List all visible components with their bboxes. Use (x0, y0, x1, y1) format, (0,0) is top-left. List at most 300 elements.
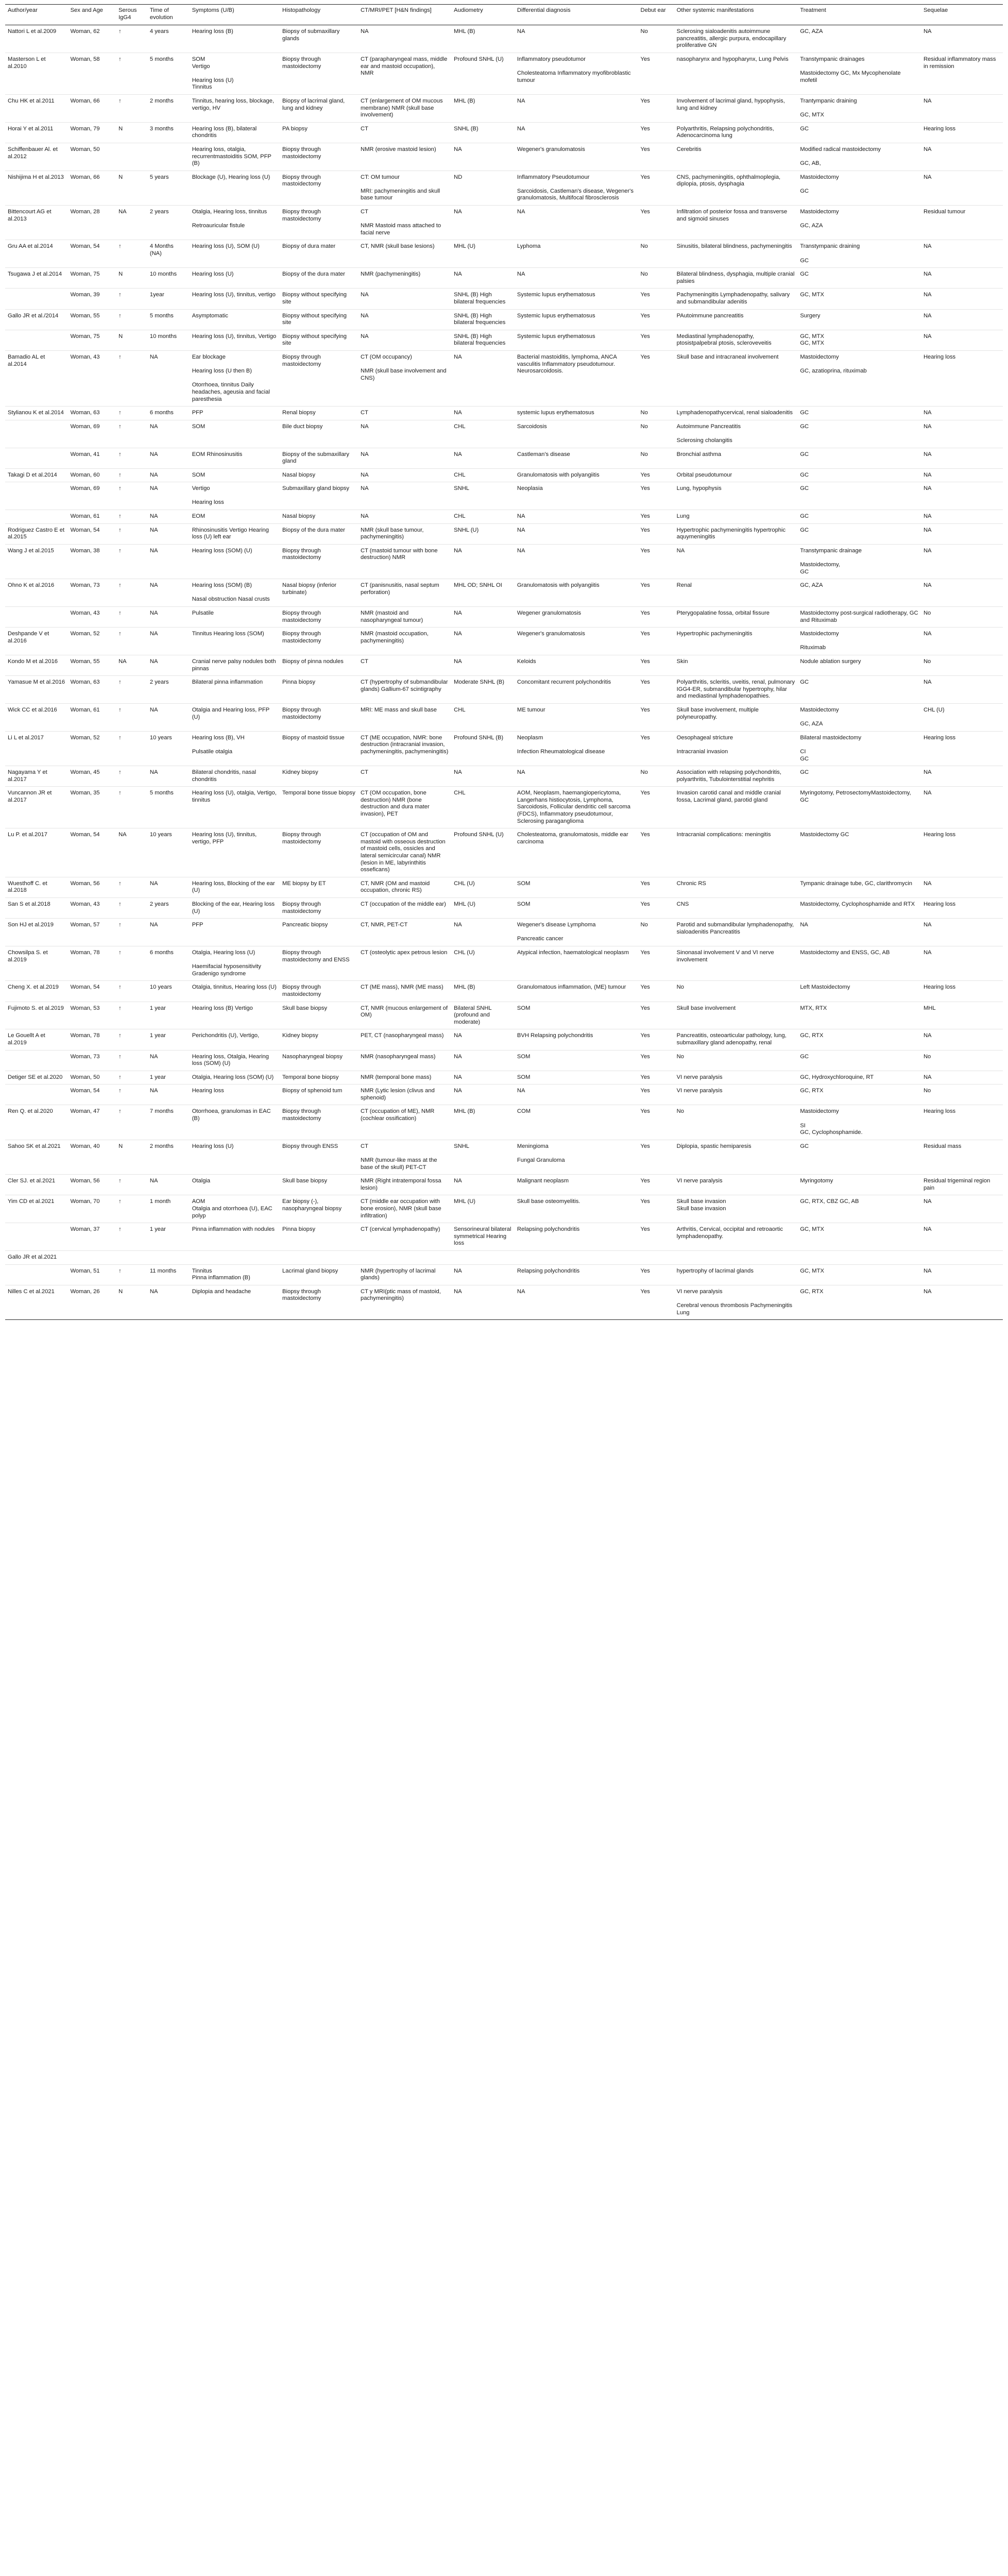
table-row (5, 1250, 1003, 1264)
cell-debut-ear: Yes (638, 350, 674, 406)
cell-time-evolution: 5 months (147, 309, 190, 330)
cell-serous-igg4: ↑ (116, 676, 147, 704)
cell-author-year: Masterson L et al.2010 (5, 53, 68, 94)
cell-differential-diagnosis: NA (515, 523, 638, 544)
cell-debut-ear: No (638, 448, 674, 468)
cell-systemic-manifestations: Involvement of lacrimal gland, hypophysis, lung and kidney (674, 94, 798, 122)
cell-serous-igg4: NA (116, 655, 147, 675)
cell-imaging: NMR (nasopharyngeal mass) (358, 1050, 451, 1071)
cell-audiometry: SNHL (B) High bilateral frequencies (451, 330, 515, 350)
cell-debut-ear: Yes (638, 731, 674, 766)
col-sequelae: Sequelae (921, 5, 1003, 25)
cell-imaging: NA (358, 25, 451, 53)
cell-imaging: CT (358, 655, 451, 675)
cell-time-evolution: 1year (147, 289, 190, 309)
cell-audiometry: CHL (451, 510, 515, 524)
cell-audiometry: SNHL (451, 1140, 515, 1174)
cell-histopathology: Biopsy through mastoidectomy (280, 350, 358, 406)
cell-differential-diagnosis: COM (515, 1105, 638, 1140)
cell-debut-ear: Yes (638, 544, 674, 579)
cell-author-year: Gallo JR et al.2021 (5, 1250, 68, 1264)
cell-author-year: Detiger SE et al.2020 (5, 1071, 68, 1084)
cell-differential-diagnosis (515, 1250, 638, 1264)
cell-treatment: Mastoidectomy GC (797, 828, 921, 877)
cell-sequelae: NA (921, 1264, 1003, 1285)
cell-sequelae: NA (921, 448, 1003, 468)
col-symptoms: Symptoms (U/B) (190, 5, 280, 25)
cell-sequelae: Residual inflammatory mass in remission (921, 53, 1003, 94)
table-row (5, 1071, 1003, 1084)
cell-symptoms: Hearing loss (U) (190, 268, 280, 289)
cell-sex-age: Woman, 52 (68, 731, 116, 766)
cell-differential-diagnosis: Keloids (515, 655, 638, 675)
cell-treatment: Mastoidectomy and ENSS, GC, AB (797, 946, 921, 980)
cell-treatment: Myringotomy (797, 1175, 921, 1195)
cell-author-year: Yamasue M et al.2016 (5, 676, 68, 704)
cell-time-evolution: NA (147, 877, 190, 897)
cell-treatment: GC, AZA (797, 25, 921, 53)
cell-systemic-manifestations: CNS, pachymeningitis, ophthalmoplegia, diplopia, ptosis, dysphagia (674, 171, 798, 205)
cell-serous-igg4: NA (116, 206, 147, 240)
cell-author-year (5, 448, 68, 468)
cell-treatment: GC (797, 420, 921, 448)
cell-symptoms: Perichondritis (U), Vertigo, (190, 1029, 280, 1050)
cell-serous-igg4: ↑ (116, 731, 147, 766)
cell-author-year (5, 330, 68, 350)
cell-author-year: Nishijima H et al.2013 (5, 171, 68, 205)
cell-time-evolution: NA (147, 1050, 190, 1071)
cell-audiometry: SNHL (U) (451, 523, 515, 544)
cell-systemic-manifestations: No (674, 1105, 798, 1140)
cell-audiometry: Profound SNHL (U) (451, 828, 515, 877)
cell-serous-igg4: ↑ (116, 1175, 147, 1195)
cell-time-evolution: NA (147, 766, 190, 787)
col-histopathology: Histopathology (280, 5, 358, 25)
cell-differential-diagnosis: SOM (515, 1071, 638, 1084)
col-treatment: Treatment (797, 5, 921, 25)
cell-differential-diagnosis: Atypical infection, haematological neoplasm (515, 946, 638, 980)
cell-debut-ear: No (638, 25, 674, 53)
table-row (5, 1264, 1003, 1285)
cell-author-year (5, 1223, 68, 1251)
cell-histopathology: Biopsy through ENSS (280, 1140, 358, 1174)
cell-audiometry: MHL (B) (451, 94, 515, 122)
table-row (5, 350, 1003, 406)
cell-sex-age: Woman, 50 (68, 143, 116, 171)
cell-treatment: GC (797, 406, 921, 420)
cell-systemic-manifestations: Pancreatitis, osteoarticular pathology, lung, submaxillary gland adenopathy, renal (674, 1029, 798, 1050)
table-row (5, 468, 1003, 482)
cell-serous-igg4: ↑ (116, 1223, 147, 1251)
cell-differential-diagnosis: SOM (515, 1050, 638, 1071)
cell-sequelae: NA (921, 420, 1003, 448)
cell-serous-igg4: ↑ (116, 628, 147, 655)
cell-audiometry: NA (451, 1050, 515, 1071)
cell-author-year: Sahoo SK et al.2021 (5, 1140, 68, 1174)
cell-serous-igg4: ↑ (116, 309, 147, 330)
cell-time-evolution: 2 years (147, 898, 190, 919)
cell-systemic-manifestations: Cerebritis (674, 143, 798, 171)
cell-author-year: Lu P. et al.2017 (5, 828, 68, 877)
cell-debut-ear: Yes (638, 1264, 674, 1285)
cell-sex-age: Woman, 54 (68, 828, 116, 877)
cell-serous-igg4: ↑ (116, 1050, 147, 1071)
table-row (5, 309, 1003, 330)
cell-histopathology: Biopsy through mastoidectomy (280, 981, 358, 1002)
cell-time-evolution: NA (147, 350, 190, 406)
cell-audiometry: CHL (451, 703, 515, 731)
cell-treatment: Left Mastoidectomy (797, 981, 921, 1002)
cell-sex-age: Woman, 56 (68, 877, 116, 897)
cell-serous-igg4: ↑ (116, 448, 147, 468)
cell-treatment: Transtympanic draining GC (797, 240, 921, 268)
col-audiometry: Audiometry (451, 5, 515, 25)
cell-sequelae: NA (921, 289, 1003, 309)
cell-symptoms: Otalgia, Hearing loss, tinnitus Retroauricular fistule (190, 206, 280, 240)
cell-differential-diagnosis: Granulomatous inflammation, (ME) tumour (515, 981, 638, 1002)
cell-debut-ear: Yes (638, 579, 674, 607)
cell-author-year: Ren Q. et al.2020 (5, 1105, 68, 1140)
cell-debut-ear: Yes (638, 482, 674, 510)
cell-audiometry: NA (451, 143, 515, 171)
cell-imaging: NA (358, 420, 451, 448)
cell-systemic-manifestations: Sinusitis, bilateral blindness, pachymeningitis (674, 240, 798, 268)
cell-time-evolution: NA (147, 607, 190, 628)
cell-treatment: GC (797, 448, 921, 468)
cell-imaging: CT (mastoid tumour with bone destruction) NMR (358, 544, 451, 579)
cell-histopathology: ME biopsy by ET (280, 877, 358, 897)
cell-debut-ear: Yes (638, 1140, 674, 1174)
table-row (5, 1195, 1003, 1223)
cell-symptoms: Hearing loss, otalgia, recurrentmastoiditis SOM, PFP (B) (190, 143, 280, 171)
cell-symptoms: Tinnitus Pinna inflammation (B) (190, 1264, 280, 1285)
cell-sequelae: No (921, 1084, 1003, 1105)
cell-sex-age: Woman, 75 (68, 330, 116, 350)
cell-differential-diagnosis: Lyphoma (515, 240, 638, 268)
cell-serous-igg4: ↑ (116, 94, 147, 122)
cell-audiometry: MHL (B) (451, 981, 515, 1002)
cell-histopathology: Pancreatic biopsy (280, 919, 358, 946)
cell-sequelae: NA (921, 309, 1003, 330)
cell-systemic-manifestations: Skull base involvement (674, 1002, 798, 1029)
cell-systemic-manifestations: Oesophageal stricture Intracranial invasion (674, 731, 798, 766)
cell-imaging: CT (occupation of ME), NMR (cochlear ossification) (358, 1105, 451, 1140)
cell-debut-ear: Yes (638, 1071, 674, 1084)
cell-differential-diagnosis: NA (515, 94, 638, 122)
cell-audiometry: NA (451, 1264, 515, 1285)
cell-debut-ear: Yes (638, 1002, 674, 1029)
cell-differential-diagnosis: NA (515, 122, 638, 143)
cell-treatment: Mastoidectomy GC, AZA (797, 703, 921, 731)
cell-debut-ear: Yes (638, 1175, 674, 1195)
cell-imaging: CT y MRI(ptic mass of mastoid, pachymeningitis) (358, 1285, 451, 1319)
cell-time-evolution: NA (147, 448, 190, 468)
cell-sex-age (68, 1250, 116, 1264)
cell-audiometry: CHL (U) (451, 946, 515, 980)
cell-systemic-manifestations: Renal (674, 579, 798, 607)
cell-imaging: CT (occupation of the middle ear) (358, 898, 451, 919)
cell-time-evolution: 3 months (147, 122, 190, 143)
cell-treatment: GC, RTX (797, 1084, 921, 1105)
cell-imaging: CT (cervical lymphadenopathy) (358, 1223, 451, 1251)
cell-histopathology: Temporal bone tissue biopsy (280, 787, 358, 828)
cell-debut-ear: Yes (638, 143, 674, 171)
cell-time-evolution: NA (147, 703, 190, 731)
table-row (5, 655, 1003, 675)
cell-histopathology: Biopsy of submaxillary glands (280, 25, 358, 53)
cell-sex-age: Woman, 66 (68, 94, 116, 122)
cell-serous-igg4: ↑ (116, 1002, 147, 1029)
cell-audiometry: MHL (B) (451, 25, 515, 53)
cell-author-year: Yim CD et al.2021 (5, 1195, 68, 1223)
table-row (5, 898, 1003, 919)
cell-symptoms: Hearing loss (B) Vertigo (190, 1002, 280, 1029)
table-row (5, 53, 1003, 94)
cell-time-evolution: NA (147, 1175, 190, 1195)
cell-symptoms: Hearing loss (U), otalgia, Vertigo, tinnitus (190, 787, 280, 828)
cell-histopathology: Biopsy through mastoidectomy (280, 898, 358, 919)
cell-sequelae: NA (921, 25, 1003, 53)
cell-symptoms: Otalgia, Hearing loss (SOM) (U) (190, 1071, 280, 1084)
cell-systemic-manifestations: nasopharynx and hypopharynx, Lung Pelvis (674, 53, 798, 94)
cell-sequelae: NA (921, 676, 1003, 704)
cell-serous-igg4: ↑ (116, 420, 147, 448)
cell-symptoms: Cranial nerve palsy nodules both pinnas (190, 655, 280, 675)
cell-sex-age: Woman, 43 (68, 898, 116, 919)
cell-symptoms: EOM (190, 510, 280, 524)
cell-symptoms: Otorrhoea, granulomas in EAC (B) (190, 1105, 280, 1140)
cell-imaging: CT: OM tumour MRI: pachymeningitis and skull base tumour (358, 171, 451, 205)
cell-debut-ear: Yes (638, 1195, 674, 1223)
cell-imaging: NA (358, 289, 451, 309)
cell-author-year: Takagi D et al.2014 (5, 468, 68, 482)
cell-debut-ear: No (638, 268, 674, 289)
cell-differential-diagnosis: Inflammatory pseudotumor Cholesteatoma Inflammatory myofibroblastic tumour (515, 53, 638, 94)
cell-imaging: NMR (pachymeningitis) (358, 268, 451, 289)
cell-debut-ear: Yes (638, 828, 674, 877)
cell-systemic-manifestations: Skull base invasion Skull base invasion (674, 1195, 798, 1223)
cell-time-evolution: NA (147, 482, 190, 510)
table-row (5, 981, 1003, 1002)
col-serous-igg4: Serous IgG4 (116, 5, 147, 25)
cell-systemic-manifestations: NA (674, 544, 798, 579)
cell-imaging: CT, NMR (mucous enlargement of OM) (358, 1002, 451, 1029)
table-row (5, 268, 1003, 289)
cell-sequelae: NA (921, 1285, 1003, 1319)
cell-audiometry: NA (451, 919, 515, 946)
cell-sequelae: NA (921, 1195, 1003, 1223)
cell-author-year: Cheng X. et al.2019 (5, 981, 68, 1002)
cell-debut-ear: Yes (638, 122, 674, 143)
cell-histopathology: Lacrimal gland biopsy (280, 1264, 358, 1285)
cell-audiometry: NA (451, 544, 515, 579)
table-row (5, 448, 1003, 468)
cell-treatment: GC, RTX, CBZ GC, AB (797, 1195, 921, 1223)
cell-time-evolution: 6 months (147, 946, 190, 980)
table-body (5, 25, 1003, 1320)
table-row (5, 766, 1003, 787)
cell-author-year: Gru AA et al.2014 (5, 240, 68, 268)
cell-audiometry: CHL (451, 468, 515, 482)
cell-differential-diagnosis: Systemic lupus erythematosus (515, 330, 638, 350)
cell-audiometry: MHL (U) (451, 1195, 515, 1223)
cell-imaging: NMR (skull base tumour, pachymeningitis) (358, 523, 451, 544)
cell-imaging: CT (occupation of OM and mastoid with osseous destruction of mastoid cells, ossicles and lateral semicircular canal) NMR (lesion in ME, labyrinthitis osseficans) (358, 828, 451, 877)
cell-histopathology: Biopsy of lacrimal gland, lung and kidney (280, 94, 358, 122)
cell-sex-age: Woman, 63 (68, 406, 116, 420)
cell-debut-ear: Yes (638, 206, 674, 240)
table-row (5, 579, 1003, 607)
cell-serous-igg4: ↑ (116, 240, 147, 268)
cell-systemic-manifestations: Polyarthritis, Relapsing polychondritis, Adenocarcinoma lung (674, 122, 798, 143)
cell-histopathology: Pinna biopsy (280, 1223, 358, 1251)
cell-histopathology: Biopsy through mastoidectomy (280, 143, 358, 171)
cell-systemic-manifestations: Sclerosing sialoadenitis autoimmune pancreatitis, allergic purpura, endocapillary proliferative GN (674, 25, 798, 53)
cell-treatment: GC, MTX (797, 1264, 921, 1285)
cell-audiometry: SNHL (B) (451, 122, 515, 143)
cell-symptoms: Vertigo Hearing loss (190, 482, 280, 510)
col-systemic-manifestations: Other systemic manifestations (674, 5, 798, 25)
cell-systemic-manifestations: Mediastinal lymphadenopathy, ptosistpalpebral ptosis, scleroveveitis (674, 330, 798, 350)
cell-time-evolution: 4 Months (NA) (147, 240, 190, 268)
cell-imaging: NA (358, 330, 451, 350)
cell-audiometry: Profound SNHL (U) (451, 53, 515, 94)
cell-symptoms: Pinna inflammation with nodules (190, 1223, 280, 1251)
cell-sequelae: NA (921, 1223, 1003, 1251)
cell-audiometry: NA (451, 607, 515, 628)
cell-sequelae (921, 1250, 1003, 1264)
cell-histopathology: Biopsy through mastoidectomy (280, 607, 358, 628)
table-row (5, 143, 1003, 171)
cell-audiometry: ND (451, 171, 515, 205)
table-row (5, 206, 1003, 240)
cell-time-evolution: 1 year (147, 1071, 190, 1084)
cell-treatment: GC (797, 1050, 921, 1071)
cell-sequelae: NA (921, 523, 1003, 544)
cell-sequelae: No (921, 655, 1003, 675)
cell-treatment: Trantympanic draining GC, MTX (797, 94, 921, 122)
cell-systemic-manifestations: VI nerve paralysis (674, 1084, 798, 1105)
cell-systemic-manifestations: Polyarthritis, scleritis, uveitis, renal, pulmonary IGG4-ER, submandibular hypertrophy, hilar and mediastinal lymphadenopathies. (674, 676, 798, 704)
cell-audiometry: NA (451, 448, 515, 468)
cell-imaging: CT (358, 766, 451, 787)
cell-treatment: NA (797, 919, 921, 946)
cell-time-evolution: 2 months (147, 1140, 190, 1174)
cell-sex-age: Woman, 69 (68, 420, 116, 448)
cell-differential-diagnosis: Cholesteatoma, granulomatosis, middle ear carcinoma (515, 828, 638, 877)
cell-symptoms: Blockage (U), Hearing loss (U) (190, 171, 280, 205)
cell-sequelae: NA (921, 1029, 1003, 1050)
cell-sex-age: Woman, 61 (68, 703, 116, 731)
cell-histopathology: Biopsy through mastoidectomy (280, 171, 358, 205)
cell-differential-diagnosis: NA (515, 766, 638, 787)
table-row (5, 1175, 1003, 1195)
table-row (5, 420, 1003, 448)
table-row (5, 25, 1003, 53)
cell-debut-ear: Yes (638, 1084, 674, 1105)
cell-histopathology: Skull base biopsy (280, 1002, 358, 1029)
cell-debut-ear: Yes (638, 523, 674, 544)
cell-histopathology: Biopsy through mastoidectomy and ENSS (280, 946, 358, 980)
cell-imaging: MRI: ME mass and skull base (358, 703, 451, 731)
table-row (5, 919, 1003, 946)
cell-symptoms: Tinnitus, hearing loss, blockage, vertigo, HV (190, 94, 280, 122)
cell-debut-ear: Yes (638, 1050, 674, 1071)
cell-imaging: NMR (hypertrophy of lacrimal glands) (358, 1264, 451, 1285)
cell-author-year: Li L et al.2017 (5, 731, 68, 766)
col-differential-diagnosis: Differential diagnosis (515, 5, 638, 25)
cell-histopathology: Biopsy through mastoidectomy (280, 206, 358, 240)
cell-serous-igg4: ↑ (116, 607, 147, 628)
cell-differential-diagnosis: NA (515, 544, 638, 579)
cell-histopathology: Nasal biopsy (280, 468, 358, 482)
cell-symptoms: Hearing loss (U), tinnitus, Vertigo (190, 330, 280, 350)
cell-author-year: Kondo M et al.2016 (5, 655, 68, 675)
cell-systemic-manifestations: Diplopia, spastic hemiparesis (674, 1140, 798, 1174)
cell-debut-ear: Yes (638, 309, 674, 330)
cell-author-year: Bittencourt AG et al.2013 (5, 206, 68, 240)
cell-time-evolution: NA (147, 420, 190, 448)
cell-symptoms: Otalgia (190, 1175, 280, 1195)
cell-audiometry: CHL (U) (451, 877, 515, 897)
cell-imaging: NMR (mastoid occupation, pachymeningitis) (358, 628, 451, 655)
cell-imaging: NMR (mastoid and nasopharyngeal tumour) (358, 607, 451, 628)
cell-audiometry: Bilateral SNHL (profound and moderate) (451, 1002, 515, 1029)
cell-serous-igg4: ↑ (116, 406, 147, 420)
cell-audiometry: MHL OD; SNHL OI (451, 579, 515, 607)
cell-imaging: CT (osteolytic apex petrous lesion (358, 946, 451, 980)
cell-debut-ear: Yes (638, 1029, 674, 1050)
cell-sex-age: Woman, 70 (68, 1195, 116, 1223)
cell-histopathology: Nasopharyngeal biopsy (280, 1050, 358, 1071)
cell-differential-diagnosis: Meningioma Fungal Granuloma (515, 1140, 638, 1174)
cell-histopathology: Submaxillary gland biopsy (280, 482, 358, 510)
cell-differential-diagnosis: NA (515, 25, 638, 53)
cell-differential-diagnosis: AOM, Neoplasm, haemangiopericytoma, Langerhans histiocytosis, Lymphoma, Sarcoidosis, Follicular dendritic cell sarcoma (FDCS), Inflammatory pseudotumour, Sclerosing paraganglioma (515, 787, 638, 828)
table-row (5, 1002, 1003, 1029)
cell-systemic-manifestations: Lymphadenopathycervical, renal sialoadenitis (674, 406, 798, 420)
cell-imaging: CT NMR (tumour-like mass at the base of the skull) PET-CT (358, 1140, 451, 1174)
cell-time-evolution: NA (147, 628, 190, 655)
cell-sequelae: NA (921, 787, 1003, 828)
cell-sex-age: Woman, 52 (68, 628, 116, 655)
cell-systemic-manifestations: Orbital pseudotumour (674, 468, 798, 482)
cell-histopathology: Biopsy without specifying site (280, 289, 358, 309)
cell-histopathology: Kidney biopsy (280, 1029, 358, 1050)
cell-sequelae: NA (921, 468, 1003, 482)
cell-treatment: Mastoidectomy GC (797, 171, 921, 205)
cell-treatment (797, 1250, 921, 1264)
cell-sex-age: Woman, 56 (68, 1175, 116, 1195)
cell-serous-igg4: ↑ (116, 1071, 147, 1084)
cell-serous-igg4: ↑ (116, 544, 147, 579)
cell-imaging: CT NMR Mastoid mass attached to facial nerve (358, 206, 451, 240)
cell-time-evolution: NA (147, 544, 190, 579)
cell-author-year (5, 482, 68, 510)
cell-symptoms: EOM Rhinosinusitis (190, 448, 280, 468)
cell-differential-diagnosis: Malignant neoplasm (515, 1175, 638, 1195)
table-row (5, 1084, 1003, 1105)
cell-debut-ear (638, 1250, 674, 1264)
cell-author-year: Nilles C et al.2021 (5, 1285, 68, 1319)
cell-differential-diagnosis: Wegener's disease Lymphoma Pancreatic cancer (515, 919, 638, 946)
cell-debut-ear: Yes (638, 787, 674, 828)
cell-sex-age: Woman, 54 (68, 1084, 116, 1105)
table-row (5, 94, 1003, 122)
cell-debut-ear: Yes (638, 946, 674, 980)
cell-systemic-manifestations: Infiltration of posterior fossa and transverse and sigmoid sinuses (674, 206, 798, 240)
cell-serous-igg4: ↑ (116, 25, 147, 53)
